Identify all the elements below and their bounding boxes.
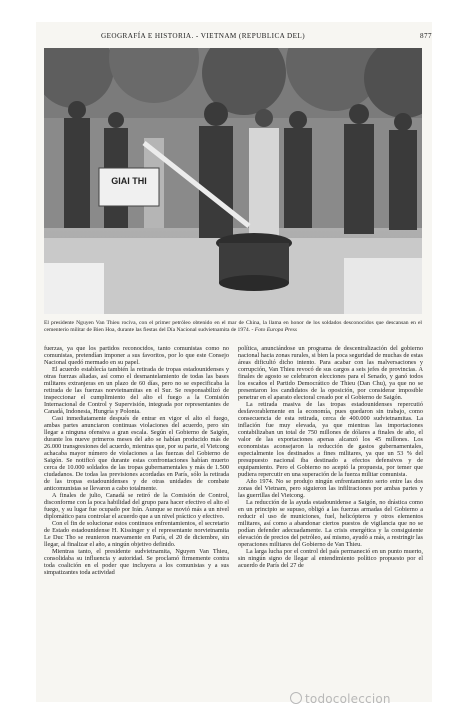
paragraph: El acuerdo establecía también la retirada de tropas estadounidenses y otras fuerzas aliadas, así como el desmantelamiento de todas las bases militares extranjeras en un plazo de 60 días, pero no se especificaba la retirada de las fuerzas norvietnamitas en el Sur. Se responsabilizó de inspeccionar el cumplimiento del alto el fuego a la Comisión Internacional de Control y Supervisión, integrada por representantes de Canadá, Indonesia, Hungría y Polonia. xyxy=(44,366,229,415)
watermark-logo-icon xyxy=(290,692,302,704)
paragraph: política, anunciándose un programa de descentralización del gobierno nacional hacia zonas rurales, si bien la poca seguridad de muchas de estas áreas dificultó dicho intento. Para acabar con las malversaciones y corrupción, Van Thieu revocó de sus cargos a seis jefes de provincias. A finales de agosto se celebraron elecciones para el Senado, y ganó todos los escaños el Partido Democrático de Thieu (Dan Chu), ya que no se presentaron los candidatos de la oposición, por considerar imposible penetrar en el aparato electoral creado por el Gobierno de Saigón. xyxy=(238,345,423,401)
photo-illustration xyxy=(44,48,422,314)
watermark-text: todocoleccion xyxy=(305,692,391,706)
caption-credit: - Foto Europa Press xyxy=(251,327,297,333)
paragraph: Mientras tanto, el presidente sudvietnamita, Nguyen Van Thieu, consolidaba su influencia y autoridad. Se proclamó firmemente contra toda coalición en el poder que incluyera a los comunistas y a sus simpatizantes toda actividad xyxy=(44,548,229,576)
article-column-right xyxy=(238,345,423,695)
caption-text: El presidente Nguyen Van Thieu rocíva, con el primer petróleo obtenido en el mar de China, la llama en honor de los soldados desconocidos que descansan en el cementerio militar de Bien Hoa, durante las fiestas del Día Nacional sudvietnamita de 1974. xyxy=(44,320,422,333)
photo-sign-text: GIAI THI xyxy=(111,176,147,186)
running-header xyxy=(36,32,432,44)
article-column-left xyxy=(44,345,229,695)
paragraph: Año 1974. No se produjo ningún enfrentamiento serio entre las dos zonas del Vietnam, pero siguieron las infiltraciones por ambas partes y las guerrillas del Vietcong. xyxy=(238,478,423,499)
photo-caption xyxy=(44,320,422,334)
news-photo xyxy=(44,48,422,314)
page-number: 877 xyxy=(420,32,432,40)
header-title: GEOGRAFÍA E HISTORIA. - VIETNAM (REPUBLICA DEL) xyxy=(101,32,306,40)
paragraph: La larga lucha por el control del país permaneció en un punto muerto, sin ningún signo de llegar al entendimiento político propuesto por el acuerdo de París del 27 de xyxy=(238,548,423,569)
paragraph: fuerzas, ya que los partidos reconocidos, tanto comunistas como no comunistas, pretendían imponer a sus favoritos, por lo que este Consejo Nacional quedó mermado en su papel. xyxy=(44,345,229,366)
paragraph: Con el fin de solucionar estos continuos enfrentamientos, el secretario de Estado estadounidense H. Kissinger y el representante norvietnamita Le Duc Tho se reunieron nuevamente en París, el 20 de diciembre, sin llegar, al finalizar el año, a ningún objetivo definido. xyxy=(44,520,229,548)
paragraph: La retirada masiva de las tropas estadounidenses repercutió desfavorablemente en la economía, pues quedaron sin trabajo, como consecuencia de esta retirada, cerca de 400.000 sudvietnamitas. La inflación fue muy elevada, ya que mientras las importaciones contabilizaban un total de 750 millones de dólares a finales de año, el valor de las exportaciones apenas alcanzó los 45 millones. Los economistas aconsejaron la reducción de gastos gubernamentales, especialmente los destinados a fines militares, ya que un 53 % del presupuesto nacional iba destinado a efectos defensivos y de equipamiento. Pero el Gobierno no aceptó la propuesta, por temer que pudiera repercutir en una superación de la fuerza militar comunista. xyxy=(238,401,423,478)
site-watermark xyxy=(290,692,391,706)
paragraph: Casi inmediatamente después de entrar en vigor el alto el fuego, ambas partes anunciaron continuas violaciones del acuerdo, pero sin llegar a ninguna ofensiva a gran escala. Según el Gobierno de Saigón, durante los nueve primeros meses del año se habían producido más de 26.000 transgresiones del acuerdo, mientras que, por su parte, el Vietcong achacaba mayor número de violaciones a las fuerzas del Gobierno de Saigón. Se notificó que durante estas confrontaciones habían muerto cerca de 10.000 soldados de las tropas gubernamentales y más de 1.500 ciudadanos. De todas las previsiones acordadas en París, sólo la retirada de las tropas estadounidenses y de otras unidades de combate anticomunistas se llevaron a cabo totalmente. xyxy=(44,415,229,492)
paragraph: La reducción de la ayuda estadounidense a Saigón, no drástica como en un principio se supuso, obligó a las fuerzas armadas del Gobierno a reducir el uso de municiones, fuel, helicópteros y otros elementos militares, así como a abandonar ciertos puestos de vigilancia que no se podían defender adecuadamente. La crisis energética y la consiguiente elevación de precios del petróleo, así mismo, ayudó a más, a restringir las operaciones militares del Gobierno de Van Thieu. xyxy=(238,499,423,548)
paragraph: A finales de julio, Canadá se retiró de la Comisión de Control, disconforme con la poca habilidad del grupo para hacer efectivo el alto el fuego, y su lugar fue ocupado por Irán. Aunque se movió más a un nivel diplomático para controlar el acuerdo que a un nivel práctico y efectivo. xyxy=(44,492,229,520)
